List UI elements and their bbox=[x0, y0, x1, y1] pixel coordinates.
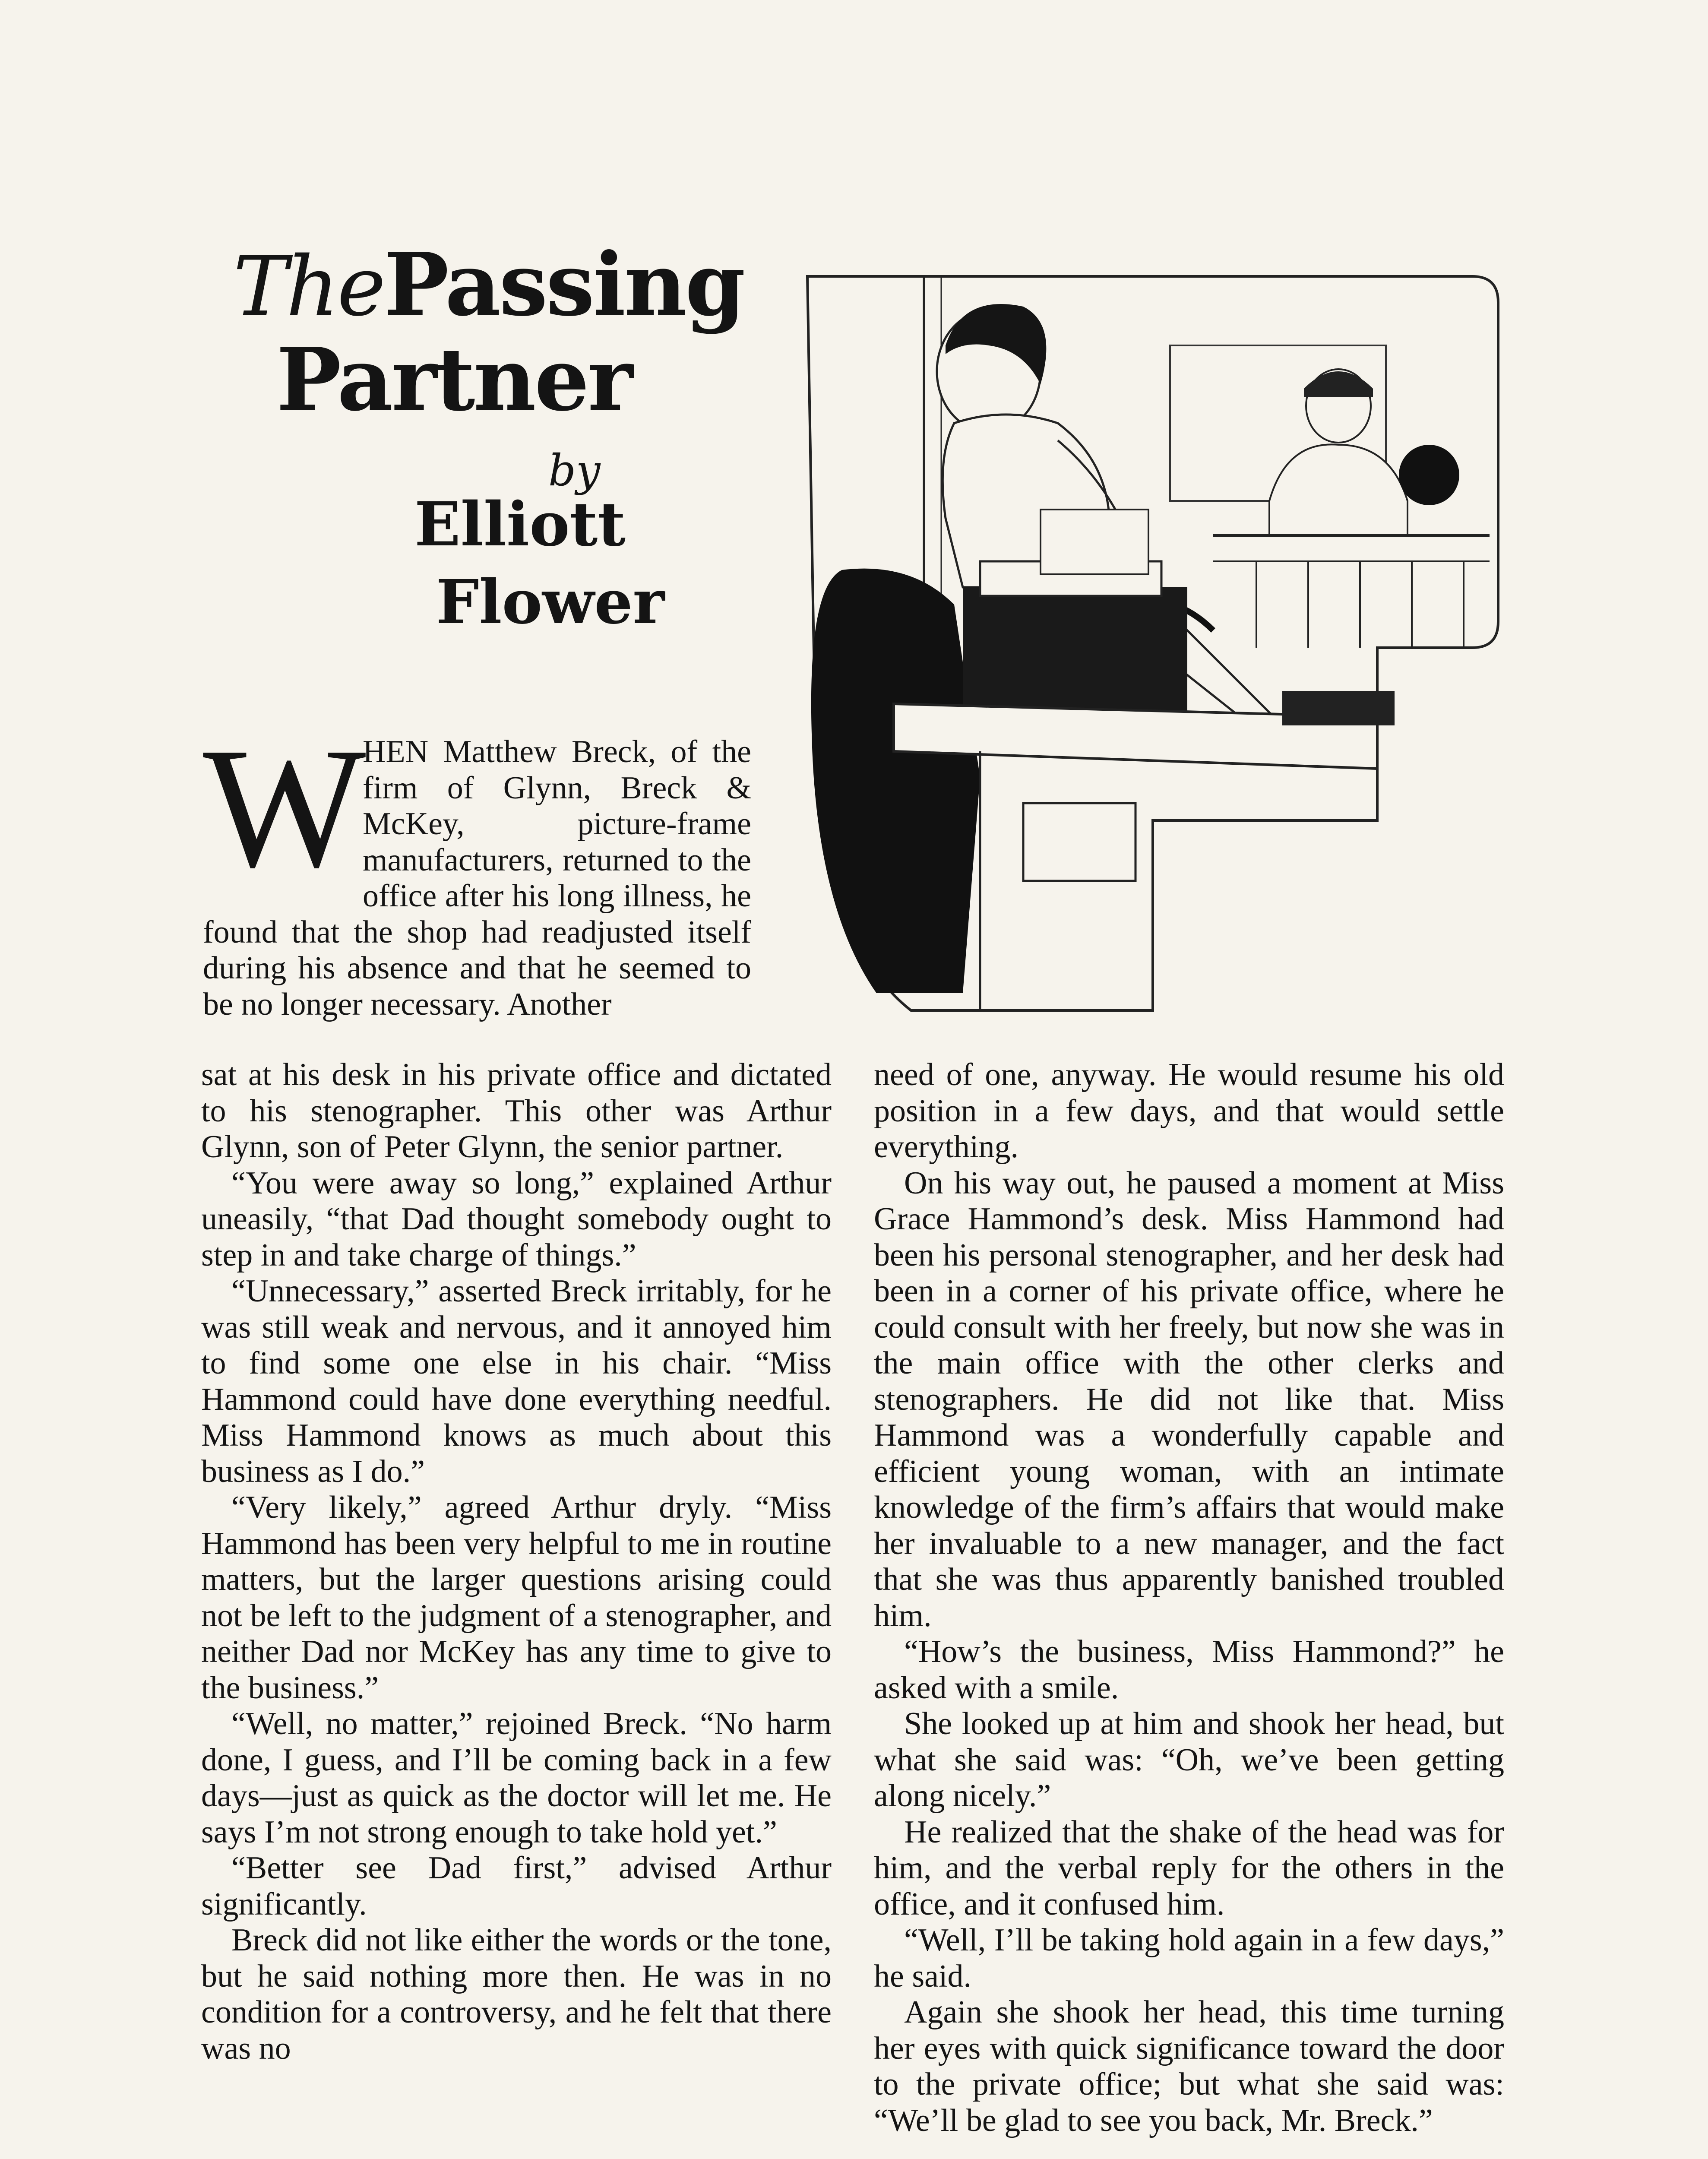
paragraph: “Very likely,” agreed Arthur dryly. “Miss Hammond has been very helpful to me in routine matters, but the larger questions arising could not be left to the judgment of a stenographer, and neither Dad nor McKey has any time to give to the business.” bbox=[201, 1490, 832, 1706]
author-first-name: Elliott bbox=[414, 489, 626, 560]
paragraph: need of one, anyway. He would resume his old position in a few days, and that would settle everything. bbox=[874, 1057, 1504, 1165]
paragraph: He realized that the shake of the head was for him, and the verbal reply for the others in the office, and it confused him. bbox=[874, 1814, 1504, 1922]
paragraph: “Better see Dad first,” advised Arthur significantly. bbox=[201, 1850, 832, 1922]
paragraph: “You were away so long,” explained Arthur uneasily, “that Dad thought somebody ought to step in and take charge of things.” bbox=[201, 1165, 832, 1273]
title-word-passing: Passing bbox=[384, 234, 744, 336]
paragraph: “How’s the business, Miss Hammond?” he asked with a smile. bbox=[874, 1634, 1504, 1706]
paragraph: sat at his desk in his private office and dictated to his stenographer. This other was Arthur Glynn, son of Peter Glynn, the senior partner. bbox=[201, 1057, 832, 1165]
paragraph: She looked up at him and shook her head, but what she said was: “Oh, we’ve been getting along nicely.” bbox=[874, 1706, 1504, 1814]
story-illustration bbox=[781, 259, 1515, 1019]
drop-cap: W bbox=[203, 712, 366, 903]
left-column bbox=[201, 1057, 832, 2067]
paragraph: Breck did not like either the words or the tone, but he said nothing more then. He was in no condition for a controversy, and he felt that there was no bbox=[201, 1922, 832, 2066]
paragraph: “Well, no matter,” rejoined Breck. “No harm done, I guess, and I’ll be coming back in a few days—just as quick as the doctor will let me. He says I’m not strong enough to take hold yet.” bbox=[201, 1706, 832, 1850]
title-word-the: The bbox=[233, 239, 384, 334]
story-title-line-1 bbox=[233, 234, 744, 336]
author-last-name: Flower bbox=[436, 567, 665, 638]
lead-text: HEN Matthew Breck, of the firm of Glynn, Breck & McKey, picture-frame manufacturers, returned to the office after his long illness, he found that the shop had readjusted itself during his absence and that he seemed to be no longer necessary. Another bbox=[203, 734, 751, 1022]
paragraph: On his way out, he paused a moment at Miss Grace Hammond’s desk. Miss Hammond had been his personal stenographer, and her desk had been in a corner of his private office, where he could consult with her freely, but now she was in the main office with the other clerks and stenographers. He did not like that. Miss Hammond was a wonderfully capable and efficient young woman, with an intimate knowledge of the firm’s affairs that would make her invaluable to a new manager, and the fact that she was thus apparently banished troubled him. bbox=[874, 1165, 1504, 1633]
paragraph: “Unnecessary,” asserted Breck irritably, for he was still weak and nervous, and it annoyed him to find some one else in his chair. “Miss Hammond could have done everything needful. Miss Hammond knows as much about this business as I do.” bbox=[201, 1273, 832, 1489]
byline-by: by bbox=[548, 445, 601, 496]
paragraph: Again she shook her head, this time turning her eyes with quick significance toward the door to the private office; but what she said was: “We’ll be glad to see you back, Mr. Breck.” bbox=[874, 1994, 1504, 2138]
lead-paragraph bbox=[203, 712, 751, 1023]
story-title-line-2: Partner bbox=[276, 329, 632, 431]
paragraph: “Well, I’ll be taking hold again in a few days,” he said. bbox=[874, 1922, 1504, 1994]
right-column bbox=[874, 1057, 1504, 2139]
